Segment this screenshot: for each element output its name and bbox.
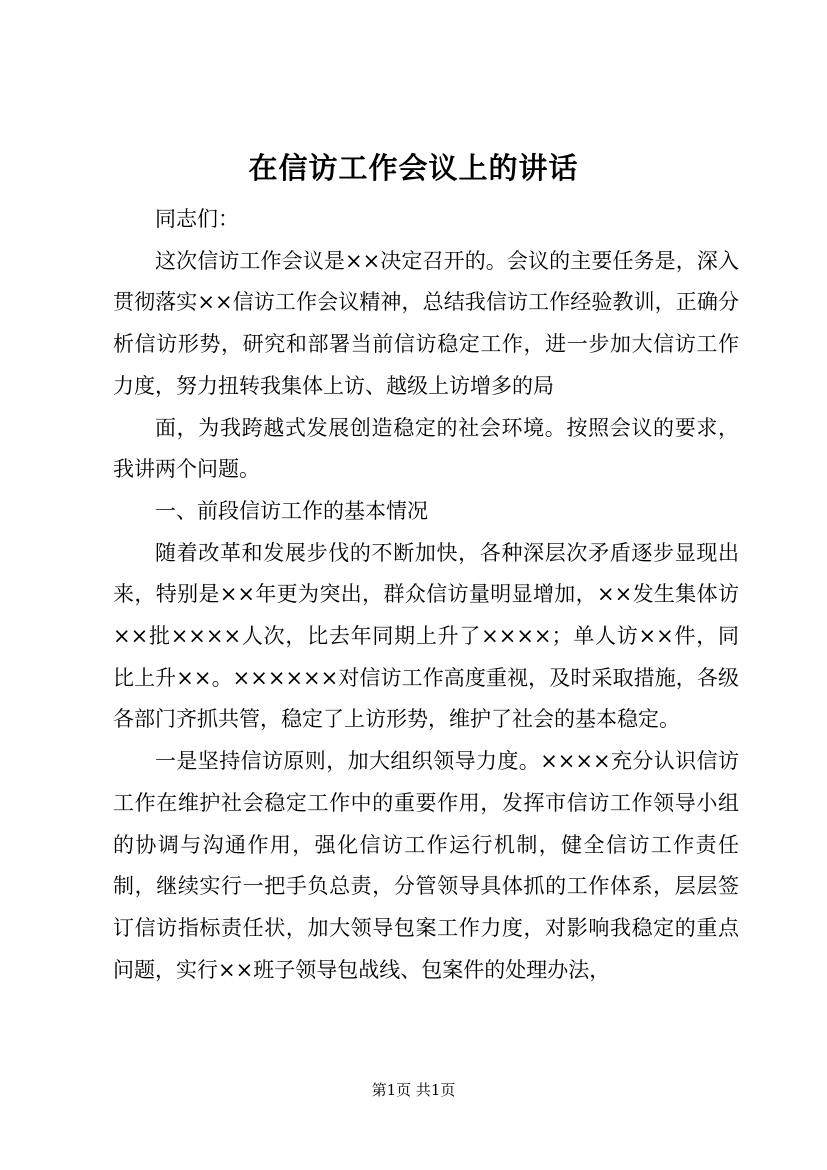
page-footer: 第1页 共1页 — [371, 1081, 456, 1099]
paragraph-4: 一是坚持信访原则，加大组织领导力度。××××充分认识信访工作在维护社会稳定工作中的重要作用，发挥市信访工作领导小组的协调与沟通作用，强化信访工作运行机制，健全信访工作责任制，继续实行一把手负总责，分管领导具体抓的工作体系，层层签订信访指标责任状，加大领导包案工作力度，对影响我稳定的重点问题，实行××班子领导包战线、包案件的处理办法， — [113, 749, 739, 982]
paragraph-1: 这次信访工作会议是××决定召开的。会议的主要任务是，深入贯彻落实××信访工作会议精神，总结我信访工作经验教训，正确分析信访形势，研究和部署当前信访稳定工作，进一步加大信访工作力度，努力扭转我集体上访、越级上访增多的局 — [113, 248, 739, 398]
paragraph-2: 面，为我跨越式发展创造稳定的社会环境。按照会议的要求，我讲两个问题。 — [113, 415, 739, 482]
section-heading-1: 一、前段信访工作的基本情况 — [155, 498, 428, 523]
salutation: 同志们： — [155, 207, 239, 231]
document-body — [113, 199, 739, 991]
document-title: 在信访工作会议上的讲话 — [248, 151, 579, 185]
paragraph-3: 随着改革和发展步伐的不断加快，各种深层次矛盾逐步显现出来，特别是××年更为突出，群众信访量明显增加，××发生集体访××批××××人次，比去年同期上升了××××；单人访××件，同比上升××。××××××对信访工作高度重视，及时采取措施，各级各部门齐抓共管，稳定了上访形势，维护了社会的基本稳定。 — [113, 540, 739, 732]
